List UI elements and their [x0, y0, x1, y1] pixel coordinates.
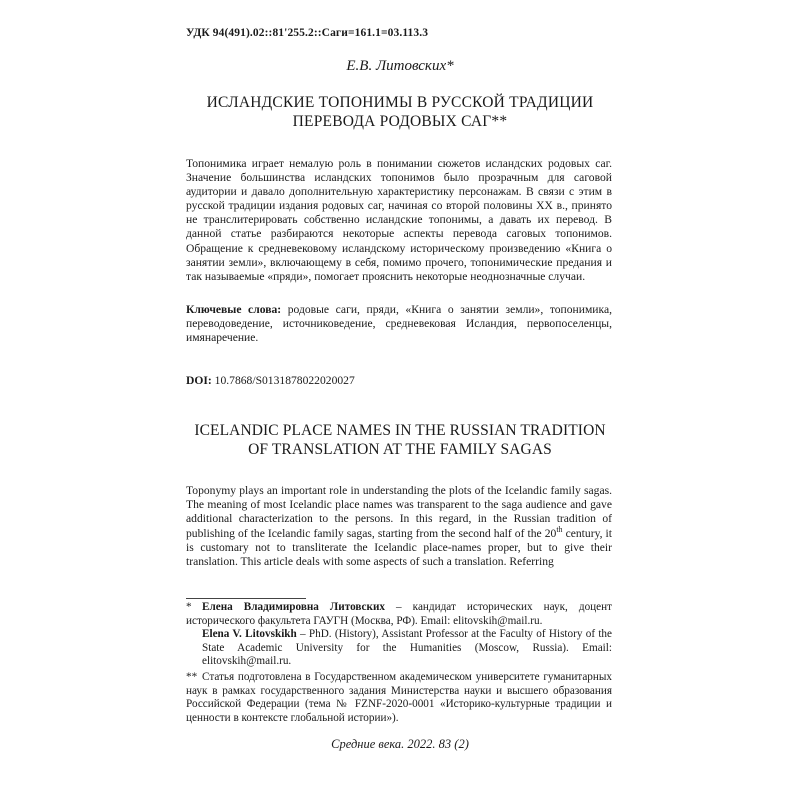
- doi-label: DOI:: [186, 374, 212, 387]
- title-russian-line-1: ИСЛАНДСКИЕ ТОПОНИМЫ В РУССКОЙ ТРАДИЦИИ: [206, 94, 594, 111]
- footnote-author-russian: [186, 601, 612, 628]
- abstract-english-superscript: th: [556, 524, 563, 534]
- footnote-author-text-ru: – кандидат исторических наук, доцент исторического факультета ГАУГН (Москва, РФ). Email: elitovskih@mail.ru.: [186, 601, 612, 627]
- footnote-mark-double: **: [186, 671, 198, 683]
- title-russian-line-2: ПЕРЕВОДА РОДОВЫХ САГ**: [292, 113, 508, 130]
- title-english: [170, 421, 630, 459]
- footnote-funding-text: Статья подготовлена в Государственном академическом университете гуманитарных наук в рамках государственного задания Министерства науки и высшего образования Российской Федерации (тема № FZNF-2020-0001 «Историко-культурные традиции и ценности в контексте глобальной истории»).: [186, 671, 612, 724]
- journal-footer: Средние века. 2022. 83 (2): [331, 737, 469, 751]
- keywords-label: Ключевые слова:: [186, 303, 282, 316]
- keywords-text: родовые саги, пряди, «Книга о занятии земли», топонимика, переводоведение, источниковедение, средневековая Исландия, первопоселенцы, имянаречение.: [186, 303, 612, 345]
- footnote-author-text-en: – PhD. (History), Assistant Professor at the Faculty of History of the State Academic University for the Humanities (Moscow, Russia). Email: elitovskih@mail.ru.: [202, 628, 612, 668]
- keywords-paragraph: [186, 303, 612, 345]
- footnote-mark-single: *: [186, 601, 192, 613]
- title-english-line-1: ICELANDIC PLACE NAMES IN THE RUSSIAN TRADITION: [194, 422, 606, 439]
- abstract-english-part-2: century, it is customary not to transliterate the Icelandic place-names proper, but to give their translation. This article deals with some aspects of such a translation. Referring: [186, 526, 612, 569]
- title-russian: [170, 93, 630, 131]
- abstract-english: [186, 484, 612, 569]
- abstract-english-part-1: Toponymy plays an important role in understanding the plots of the Icelandic family sagas. The meaning of most Icelandic place names was transparent to the saga audience and gave additional characterization to the persons. In this regard, in the Russian tradition of publishing of the Icelandic family sagas, starting from the second half of the 20: [186, 484, 612, 540]
- footnote-author: [186, 601, 612, 669]
- footnote-author-english: [186, 628, 612, 669]
- footnote-author-name-ru: Елена Владимировна Литовских: [202, 601, 386, 613]
- footnote-divider: [186, 598, 306, 599]
- abstract-russian: Топонимика играет немалую роль в понимании сюжетов исландских родовых саг. Значение большинства исландских топонимов было прозрачным для саговой аудитории и давало дополнительную характеристику персонажам. В связи с этим в русской традиции издания родовых саг, начиная со второй половины XX в., принято не транслитерировать собственно исландские топонимы, а давать их перевод. В данной статье разбираются некоторые аспекты перевода саговых топонимов. Обращение к средневековому исландскому историческому произведению «Книга о занятии земли», включающему в себя, помимо прочего, топонимические предания и так называемые «пряди», помогает прояснить некоторые неоднозначные случаи.: [186, 157, 612, 283]
- title-english-line-2: OF TRANSLATION AT THE FAMILY SAGAS: [248, 441, 552, 458]
- doi-line: [186, 374, 355, 387]
- doi-value: 10.7868/S0131878022020027: [211, 374, 355, 387]
- footnote-author-name-en: Elena V. Litovskikh: [202, 628, 297, 641]
- footnote-funding: [186, 671, 612, 725]
- udk-code: УДК 94(491).02::81'255.2::Саги=161.1=03.113.3: [186, 27, 429, 39]
- author-name: Е.В. Литовских*: [346, 58, 454, 74]
